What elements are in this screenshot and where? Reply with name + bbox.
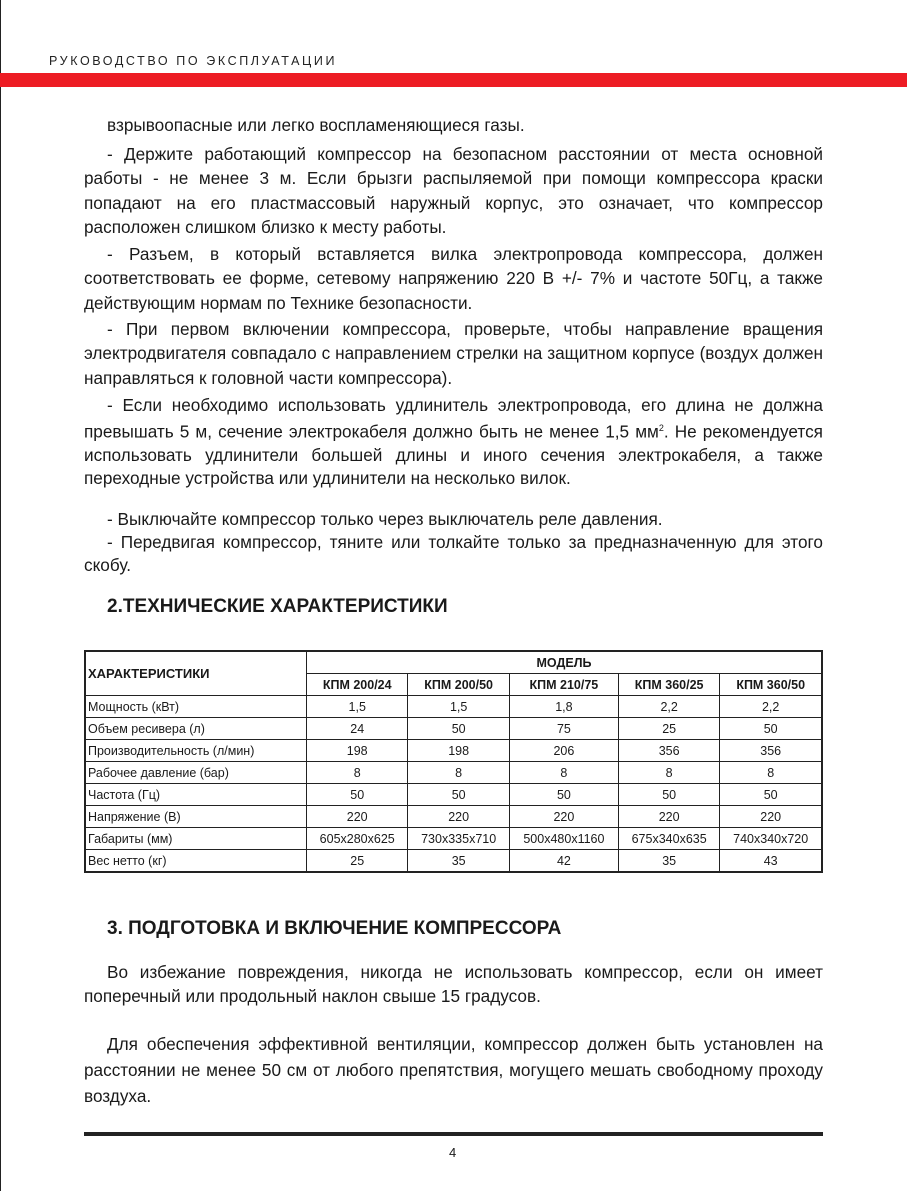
table-cell: 8 [509,762,618,784]
table-cell: 50 [509,784,618,806]
table-row [85,718,822,740]
table-cell: 1,8 [509,696,618,718]
table-row [85,740,822,762]
table-row [85,828,822,850]
table-cell: 8 [307,762,408,784]
paragraph: - Держите работающий компрессор на безопасном расстоянии от места основной работы - не менее 3 м. Если брызги распыляемой при помощи компрессора краски попадают на его пластмассовый наружный корпус, это означает, что компрессор расположен слишком близко к месту работы. [84,144,823,237]
table-cell: 24 [307,718,408,740]
table-cell: 50 [408,784,509,806]
table-cell: 50 [408,718,509,740]
table-cell: 220 [509,806,618,828]
table-cell: 35 [408,850,509,873]
table-corner-header: ХАРАКТЕРИСТИКИ [85,651,307,696]
table-group-header: МОДЕЛЬ [307,651,823,674]
model-header: КПМ 200/24 [307,674,408,696]
section-heading: 3. ПОДГОТОВКА И ВКЛЮЧЕНИЕ КОМПРЕССОРА [107,918,562,939]
specs-table [84,650,823,873]
row-label: Производительность (л/мин) [85,740,307,762]
table-cell: 75 [509,718,618,740]
table-cell: 740х340х720 [720,828,822,850]
table-cell: 8 [618,762,719,784]
table-cell: 198 [307,740,408,762]
row-label: Мощность (кВт) [85,696,307,718]
running-header: РУКОВОДСТВО ПО ЭКСПЛУАТАЦИИ [49,54,338,68]
table-cell: 42 [509,850,618,873]
table-cell: 50 [307,784,408,806]
paragraph: - Выключайте компрессор только через выключатель реле давления. [107,509,663,529]
paragraph: - Разъем, в который вставляется вилка электропровода компрессора, должен соответствовать ее форме, сетевому напряжению 220 В +/- 7% и частоте 50Гц, а также действующим нормам по Технике безопасности. [84,244,823,313]
model-header: КПМ 360/50 [720,674,822,696]
paragraph: - Передвигая компрессор, тяните или толкайте только за предназначенную для этого скобу. [84,532,823,575]
table-cell: 8 [408,762,509,784]
table-cell: 43 [720,850,822,873]
table-cell: 605х280х625 [307,828,408,850]
table-row [85,784,822,806]
table-cell: 220 [307,806,408,828]
row-label: Рабочее давление (бар) [85,762,307,784]
table-cell: 1,5 [307,696,408,718]
table-cell: 25 [307,850,408,873]
table-cell: 25 [618,718,719,740]
table-cell: 35 [618,850,719,873]
table-cell: 220 [618,806,719,828]
paragraph [84,394,823,490]
table-cell: 50 [720,784,822,806]
page-edge [0,0,1,1191]
section-heading: 2.ТЕХНИЧЕСКИЕ ХАРАКТЕРИСТИКИ [107,596,448,617]
paragraph-text: - Если необходимо использовать удлинитель электропровода, его длина не должна превышать 5 м, сечение электрокабеля должно быть не менее 1,5 мм [84,395,823,442]
header-red-band [0,73,907,87]
table-cell: 730х335х710 [408,828,509,850]
table-cell: 220 [720,806,822,828]
footer-rule [84,1132,823,1136]
table-row [85,806,822,828]
row-label: Частота (Гц) [85,784,307,806]
table-row [85,696,822,718]
table-cell: 50 [720,718,822,740]
table-cell: 198 [408,740,509,762]
paragraph: Для обеспечения эффективной вентиляции, компрессор должен быть установлен на расстоянии не менее 50 см от любого препятствия, могущего мешать свободному проходу воздуха. [84,1034,823,1106]
table-cell: 206 [509,740,618,762]
row-label: Объем ресивера (л) [85,718,307,740]
table-cell: 2,2 [618,696,719,718]
row-label: Габариты (мм) [85,828,307,850]
paragraph: Во избежание повреждения, никогда не использовать компрессор, если он имеет поперечный или продольный наклон свыше 15 градусов. [84,962,823,1007]
paragraph-text: . Не рекомендуется использовать удлинители большей длины и иного сечения электрокабеля, а также переходные устройства или удлинители на несколько вилок. [84,421,823,488]
model-header: КПМ 360/25 [618,674,719,696]
row-label: Вес нетто (кг) [85,850,307,873]
table-cell: 356 [618,740,719,762]
paragraph: - При первом включении компрессора, проверьте, чтобы направление вращения электродвигателя совпадало с направлением стрелки на защитном корпусе (воздух должен направляться к головной части компрессора). [84,319,823,388]
table-cell: 2,2 [720,696,822,718]
table-row [85,850,822,873]
table-cell: 8 [720,762,822,784]
table-cell: 356 [720,740,822,762]
model-header: КПМ 200/50 [408,674,509,696]
paragraph: взрывоопасные или легко воспламеняющиеся газы. [107,115,525,135]
table-cell: 1,5 [408,696,509,718]
table-cell: 50 [618,784,719,806]
page-number: 4 [449,1145,457,1160]
model-header: КПМ 210/75 [509,674,618,696]
table-cell: 220 [408,806,509,828]
table-cell: 500х480х1160 [509,828,618,850]
table-row [85,762,822,784]
row-label: Напряжение (В) [85,806,307,828]
superscript: 2 [658,423,664,433]
table-cell: 675х340х635 [618,828,719,850]
